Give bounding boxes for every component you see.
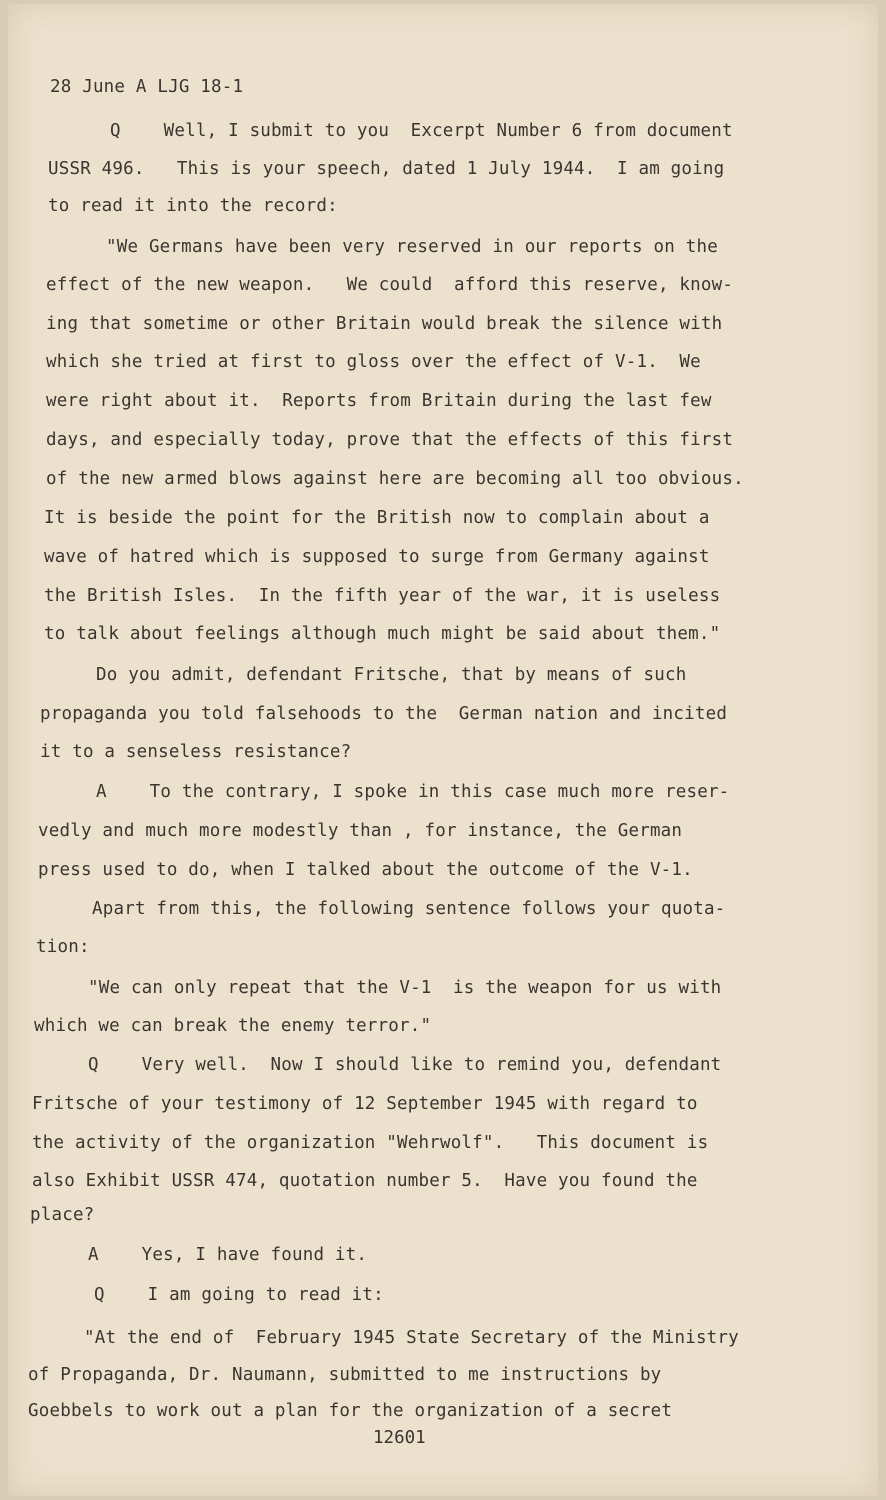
text-line: It is beside the point for the British now to complain about a [44, 508, 710, 528]
text-line: which she tried at first to gloss over the effect of V-1. We [46, 352, 701, 372]
text-line: days, and especially today, prove that the effects of this first [46, 430, 734, 450]
text-line: Q Very well. Now I should like to remind you, defendant [88, 1055, 722, 1075]
text-line: "We Germans have been very reserved in our reports on the [106, 237, 718, 257]
text-line: were right about it. Reports from Britain during the last few [46, 391, 712, 411]
text-line: A To the contrary, I spoke in this case much more reser- [96, 782, 730, 802]
text-line: place? [30, 1205, 95, 1225]
text-line: A Yes, I have found it. [88, 1245, 368, 1265]
text-line: which we can break the enemy terror." [34, 1016, 432, 1036]
page-number: 12601 [373, 1428, 426, 1448]
text-line: press used to do, when I talked about the outcome of the V-1. [38, 860, 693, 880]
page-header: 28 June A LJG 18-1 [50, 77, 244, 97]
text-line: the British Isles. In the fifth year of the war, it is useless [44, 586, 721, 606]
text-line: vedly and much more modestly than , for instance, the German [38, 821, 683, 841]
text-line: Fritsche of your testimony of 12 September 1945 with regard to [32, 1094, 698, 1114]
text-line: Q Well, I submit to you Excerpt Number 6 from document [110, 121, 733, 141]
text-line: Goebbels to work out a plan for the organization of a secret [28, 1401, 673, 1421]
text-line: Q I am going to read it: [94, 1285, 384, 1305]
text-line: the activity of the organization "Wehrwolf". This document is [32, 1133, 709, 1153]
text-line: to talk about feelings although much might be said about them." [44, 624, 721, 644]
text-line: Apart from this, the following sentence follows your quota- [92, 899, 726, 919]
text-line: of Propaganda, Dr. Naumann, submitted to me instructions by [28, 1365, 662, 1385]
text-line: to read it into the record: [48, 196, 338, 216]
text-line: also Exhibit USSR 474, quotation number 5. Have you found the [32, 1171, 698, 1191]
text-line: ing that sometime or other Britain would break the silence with [46, 314, 723, 334]
text-line: "At the end of February 1945 State Secretary of the Ministry [84, 1328, 739, 1348]
document-page [8, 4, 878, 1496]
text-line: USSR 496. This is your speech, dated 1 July 1944. I am going [48, 159, 725, 179]
text-line: wave of hatred which is supposed to surge from Germany against [44, 547, 710, 567]
text-line: of the new armed blows against here are becoming all too obvious. [46, 469, 744, 489]
text-line: effect of the new weapon. We could afford this reserve, know- [46, 275, 734, 295]
text-line: "We can only repeat that the V-1 is the weapon for us with [88, 978, 722, 998]
text-line: propaganda you told falsehoods to the German nation and incited [40, 704, 728, 724]
text-line: Do you admit, defendant Fritsche, that by means of such [96, 665, 687, 685]
text-line: it to a senseless resistance? [40, 742, 352, 762]
text-line: tion: [36, 937, 90, 957]
